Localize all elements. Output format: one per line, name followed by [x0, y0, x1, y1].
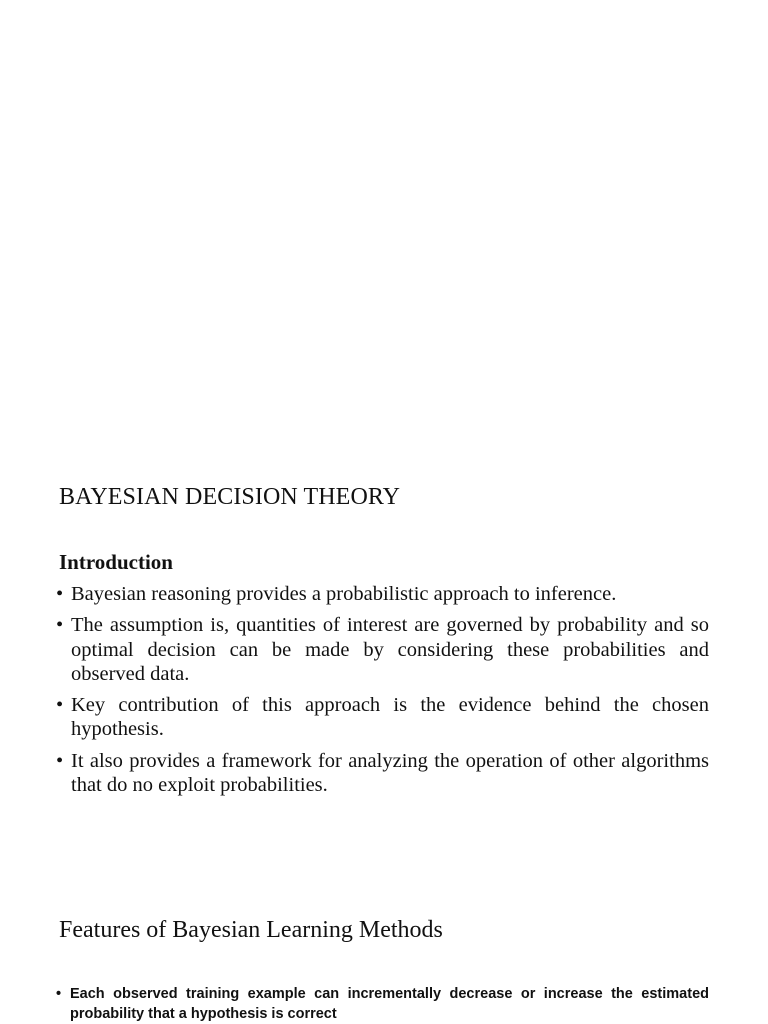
bullet-icon: •: [56, 694, 64, 717]
bullet-icon: •: [56, 614, 64, 637]
bullet-icon: •: [56, 986, 62, 1002]
bullet-text: It also provides a framework for analyzing the operation of other algorithms that do no exploit probabilities.: [71, 749, 709, 797]
slide-title-bayesian-decision-theory: BAYESIAN DECISION THEORY: [59, 484, 401, 510]
list-item: [56, 984, 709, 1024]
bullet-text: Bayesian reasoning provides a probabilistic approach to inference.: [71, 583, 617, 605]
list-item: [56, 582, 709, 606]
introduction-bullet-list: [56, 582, 709, 797]
features-bullet-list: [56, 984, 709, 1024]
list-item: [56, 693, 709, 742]
bullet-icon: •: [56, 583, 64, 605]
bullet-icon: •: [56, 749, 64, 772]
list-item: [56, 749, 709, 798]
list-item: [56, 613, 709, 686]
bullet-text: Key contribution of this approach is the evidence behind the chosen hypothesis.: [71, 694, 709, 741]
bullet-text: The assumption is, quantities of interest are governed by probability and so optimal decision can be made by considering these probabilities and observed data.: [71, 614, 709, 685]
slide-title-features-of-bayesian-learning: Features of Bayesian Learning Methods: [59, 917, 443, 943]
bullet-text: Each observed training example can incrementally decrease or increase the estimated probability that a hypothesis is correct: [70, 986, 709, 1022]
introduction-heading: Introduction: [59, 550, 173, 574]
